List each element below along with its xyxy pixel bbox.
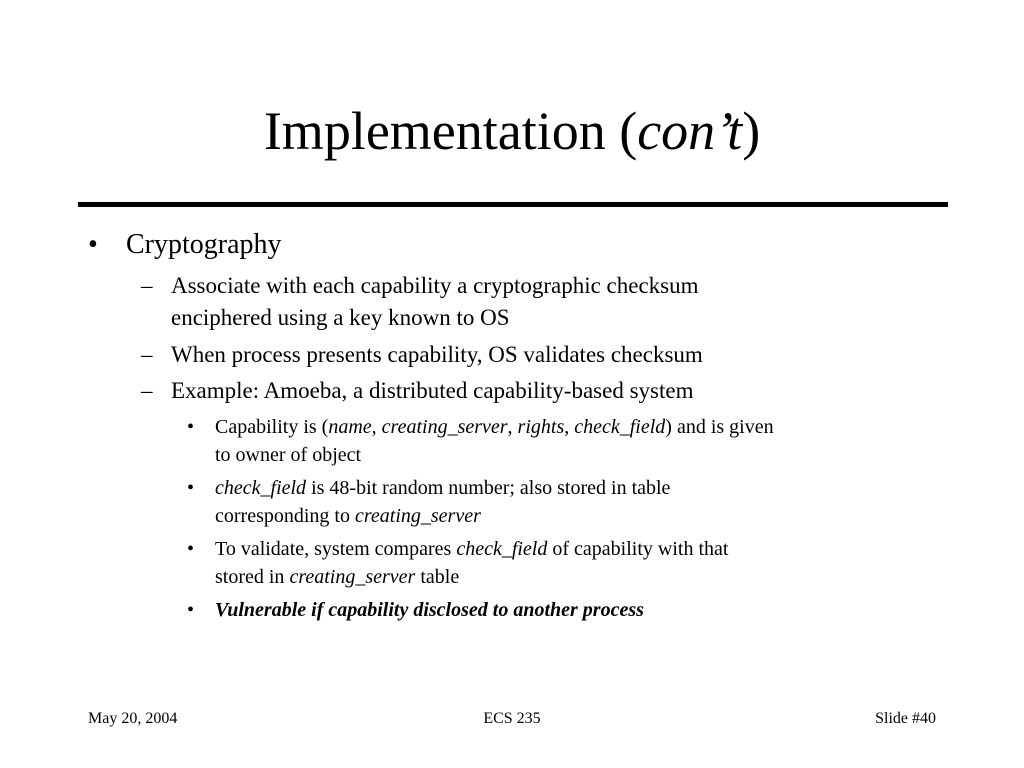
title-italic-text: con’t (637, 101, 743, 161)
detail-line-2: corresponding to creating_server (215, 505, 481, 527)
detail-line-1: check_field is 48-bit random number; also stored in table (215, 477, 671, 499)
bullet-text: Cryptography (126, 229, 282, 260)
footer-date: May 20, 2004 (88, 710, 178, 727)
detail-emphasis-text: Vulnerable if capability disclosed to another process (215, 599, 644, 621)
bullet-marker: • (88, 229, 98, 260)
dash-marker: – (141, 273, 153, 298)
detail-line-1: To validate, system compares check_field of capability with that (215, 538, 729, 560)
bullet-marker: • (187, 477, 195, 499)
dash-marker: – (141, 342, 153, 367)
title-divider (78, 202, 948, 207)
title-main-text: Implementation ( (263, 101, 638, 161)
bullet-marker: • (187, 599, 195, 621)
detail-line-2: to owner of object (215, 444, 362, 466)
detail-line-2: stored in creating_server table (215, 566, 460, 588)
bullet-marker: • (187, 538, 195, 560)
dash-marker: – (141, 378, 153, 403)
title-close-paren: ) (742, 101, 761, 161)
sub-item-line-1: Associate with each capability a cryptographic checksum (171, 273, 699, 298)
sub-item-line-1: Example: Amoeba, a distributed capability-based system (171, 378, 694, 403)
slide-title (0, 98, 1024, 164)
footer-slide-number: Slide #40 (875, 710, 936, 727)
sub-item-line-1: When process presents capability, OS validates checksum (171, 342, 703, 367)
footer-course: ECS 235 (483, 710, 541, 727)
detail-line-1: Capability is (name, creating_server, rights, check_field) and is given (215, 416, 774, 438)
sub-item-line-2: enciphered using a key known to OS (171, 305, 510, 330)
bullet-marker: • (187, 416, 195, 438)
